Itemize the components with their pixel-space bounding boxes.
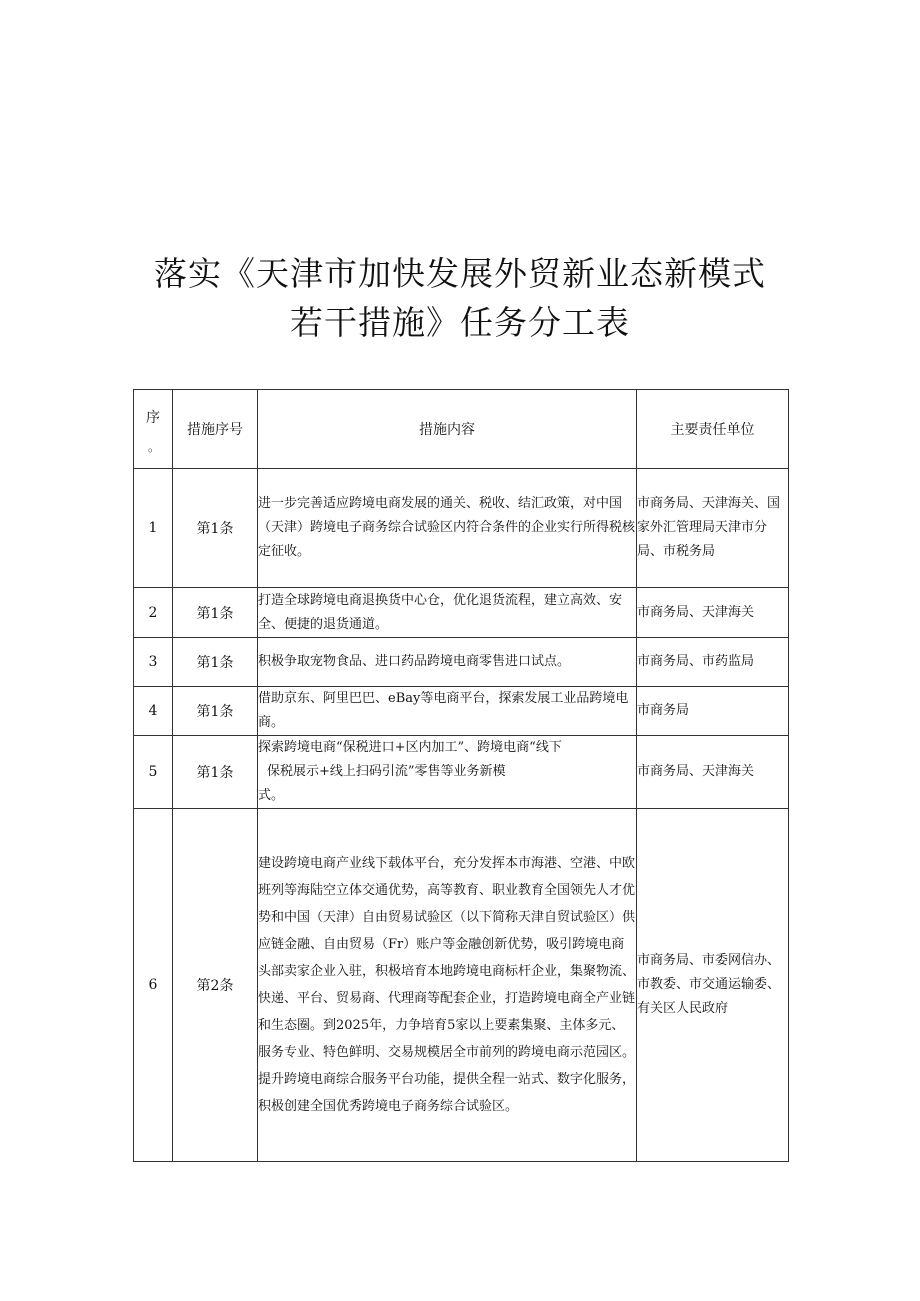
row-content: 建设跨境电商产业线下载体平台，充分发挥本市海港、空港、中欧班列等海陆空立体交通优势，高等教育、职业教育全国领先人才优势和中国（天津）自由贸易试验区（以下简称天津自贸试验区）供应链金融、自由贸易（Fr）账户等金融创新优势，吸引跨境电商头部卖家企业入驻，积极培育本地跨境电商标杆企业，集聚物流、快递、平台、贸易商、代理商等配套企业，打造跨境电商全产业链和生态圈。到2025年，力争培育5家以上要素集聚、主体多元、服务专业、特色鲜明、交易规模居全市前列的跨境电商示范园区。提升跨境电商综合服务平台功能，提供全程一站式、数字化服务，积极创建全国优秀跨境电子商务综合试验区。 [258,809,637,1162]
document-title-line-2: 若干措施》任务分工表 [290,303,630,342]
header-content: 措施内容 [258,390,637,469]
row-content [258,736,637,809]
row-content: 积极争取宠物食品、进口药品跨境电商零售进口试点。 [258,638,637,687]
row-units: 市商务局、市委网信办、市教委、市交通运输委、有关区人民政府 [637,809,789,1162]
row-content-line: 探索跨境电商“保税进口+区内加工”、跨境电商“线下 [258,740,562,755]
row-units: 市商务局、天津海关 [637,588,789,638]
row-content-line: 式。 [258,788,285,803]
header-seq-label: 序 [146,410,160,426]
table-row [134,638,789,687]
row-content: 借助京东、阿里巴巴、eBay等电商平台，探索发展工业品跨境电商。 [258,687,637,736]
row-no: 5 [134,736,173,809]
row-no: 2 [134,588,173,638]
table-row [134,469,789,588]
row-no: 1 [134,469,173,588]
row-units: 市商务局、天津海关 [637,736,789,809]
row-article: 第1条 [173,638,258,687]
document-title-line-1: 落实《天津市加快发展外贸新业态新模式 [154,254,766,293]
row-no: 4 [134,687,173,736]
row-units: 市商务局 [637,687,789,736]
table-row [134,736,789,809]
header-units: 主要责任单位 [637,390,789,469]
table-header-row [134,390,789,469]
table-row [134,687,789,736]
row-no: 3 [134,638,173,687]
row-content-line: 保税展示+线上扫码引流”零售等业务新模 [267,764,506,779]
row-units: 市商务局、天津海关、国家外汇管理局天津市分局、市税务局 [637,469,789,588]
row-article: 第1条 [173,469,258,588]
header-seq-mark: 。 [148,440,161,454]
task-division-table [133,389,789,1162]
row-article: 第1条 [173,588,258,638]
table-row [134,809,789,1162]
table-row [134,588,789,638]
row-content: 打造全球跨境电商退换货中心仓，优化退货流程，建立高效、安全、便捷的退货通道。 [258,588,637,638]
row-article: 第1条 [173,736,258,809]
row-content: 进一步完善适应跨境电商发展的通关、税收、结汇政策，对中国（天津）跨境电子商务综合试验区内符合条件的企业实行所得税核定征收。 [258,469,637,588]
row-article: 第1条 [173,687,258,736]
header-seq [134,390,173,469]
row-units: 市商务局、市药监局 [637,638,789,687]
row-article: 第2条 [173,809,258,1162]
row-no: 6 [134,809,173,1162]
header-measure-no: 措施序号 [173,390,258,469]
